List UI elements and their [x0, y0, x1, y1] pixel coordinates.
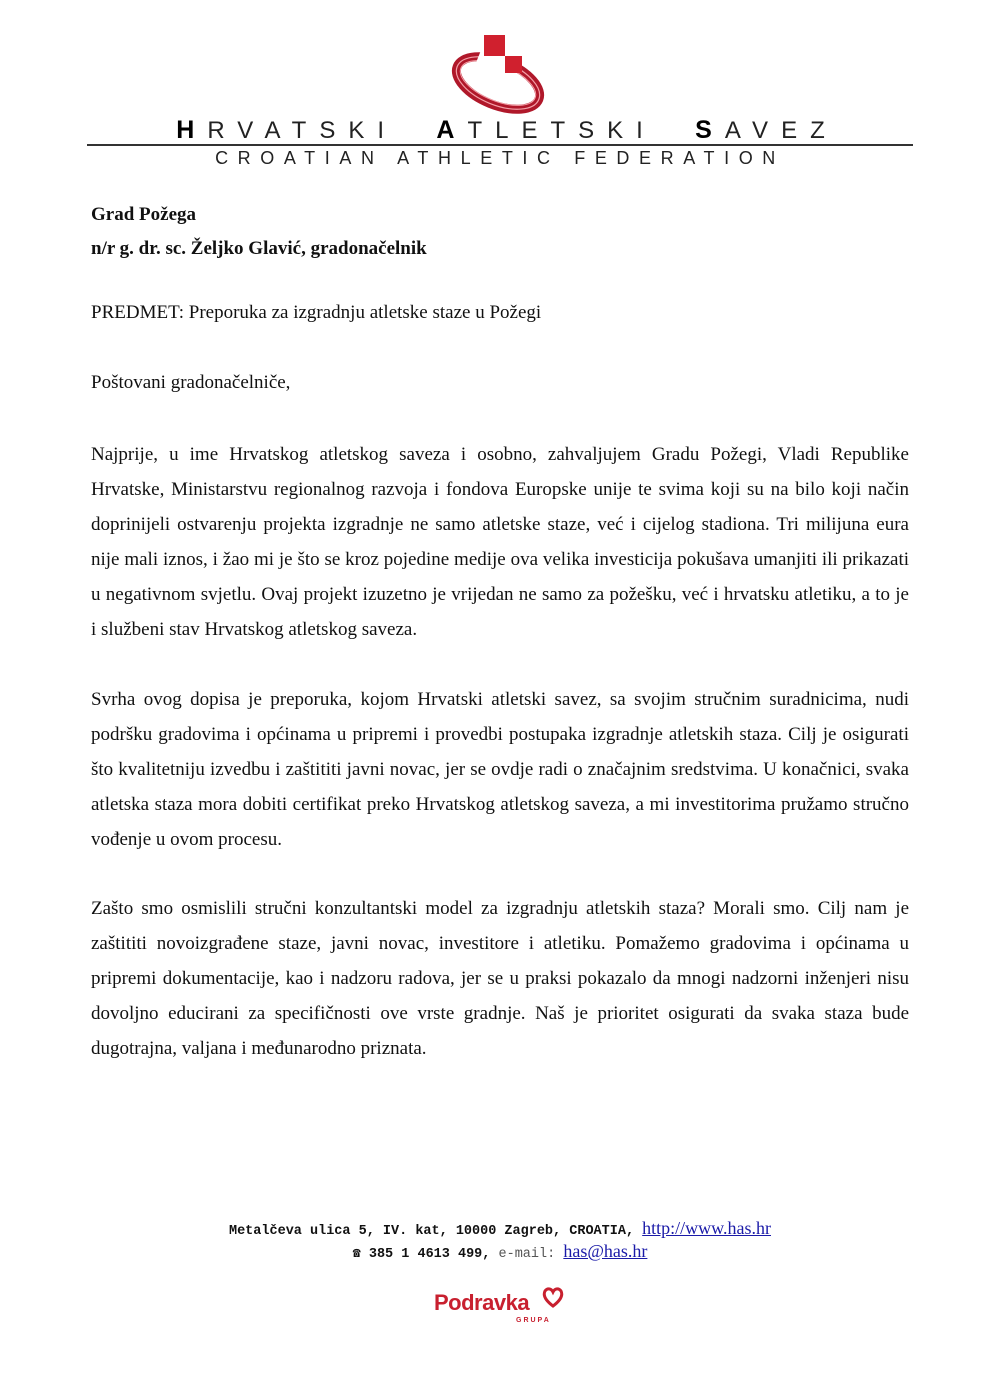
footer-phone: 385 1 4613 499,: [368, 1247, 491, 1262]
footer-contact-line: [0, 1241, 1000, 1262]
sponsor-subtitle: GRUPA: [516, 1317, 551, 1324]
subject-line: PREDMET: Preporuka za izgradnju atletske staze u Požegi: [91, 302, 542, 323]
org-word-1: HRVATSKI: [176, 116, 398, 144]
footer-email-label: e-mail:: [498, 1247, 556, 1262]
footer-address-line: [0, 1218, 1000, 1239]
org-word-3: SAVEZ: [695, 116, 838, 144]
org-word-2: ATLETSKI: [436, 116, 656, 144]
org-name: [0, 116, 1000, 145]
phone-icon: ☎: [352, 1247, 361, 1262]
sponsor-name: Podravka: [434, 1290, 530, 1315]
recipient-city: Grad Požega: [91, 204, 197, 225]
header-divider: [87, 144, 913, 146]
salutation: Poštovani gradonačelniče,: [91, 372, 291, 393]
sponsor-logo: [434, 1290, 574, 1335]
heart-icon: [542, 1286, 564, 1308]
footer-address: Metalčeva ulica 5, IV. kat, 10000 Zagreb, CROATIA,: [228, 1224, 635, 1239]
body-paragraph: Najprije, u ime Hrvatskog atletskog saveza i osobno, zahvaljujem Gradu Požegi, Vladi Republike Hrvatske, Ministarstvu regionalnog razvoja i fondova Europske unije te svima koji su na bilo koji način doprinijeli ostvarenju projekta izgradnje ne samo atletske staze, već i cijelog stadiona. Tri milijuna eura nije mali iznos, i žao mi je što se kroz pojedine medije ova velika investicija pokušava umanjiti ili prikazati u negativnom svjetlu. Ovaj projekt izuzetno je vrijedan ne samo za požešku, već i hrvatsku atletiku, a to je i službeni stav Hrvatskog atletskog saveza.: [91, 444, 909, 640]
recipient-person: n/r g. dr. sc. Željko Glavić, gradonačelnik: [91, 238, 427, 259]
website-link[interactable]: http://www.has.hr: [642, 1218, 771, 1238]
body-paragraph: Zašto smo osmislili stručni konzultantski model za izgradnju atletskih staza? Morali smo. Cilj nam je zaštititi novoizgrađene staze, javni novac, investitore i atletiku. Pomažemo gradovima i općinama u pripremi dokumentacije, kao i nadzoru radova, jer se u praksi pokazalo da mnogi nadzorni inženjeri nisu dovoljno educirani za specifičnosti ove vrste gradnje. Naš je prioritet osigurati da svaka staza bude dugotrajna, valjana i međunarodno priznata.: [91, 898, 909, 1059]
org-name-english: CROATIAN ATHLETIC FEDERATION: [215, 148, 785, 168]
email-link[interactable]: has@has.hr: [563, 1241, 648, 1261]
track-logo-icon: [450, 35, 550, 115]
body-paragraph: Svrha ovog dopisa je preporuka, kojom Hrvatski atletski savez, sa svojim stručnim suradnicima, nudi podršku gradovima i općinama u pripremi i provedbi postupaka izgradnje atletskih staza. Cilj je osigurati što kvalitetniju izvedbu i zaštititi javni novac, jer se ovdje radi o značajnim sredstvima. U konačnici, svaka atletska staza mora dobiti certifikat preko Hrvatskog atletskog saveza, a mi investitorima pružamo stručno vođenje u ovom procesu.: [91, 689, 909, 850]
recipient-block: [91, 198, 427, 266]
